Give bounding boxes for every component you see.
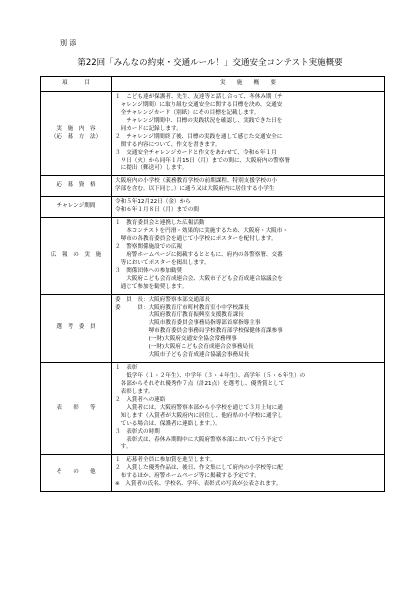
row-content xyxy=(112,176,385,197)
content-line: 府警ホームページに掲載するとともに、府内の各警察署、交番 xyxy=(115,251,283,258)
content-line: 大阪府教育庁教育振興室支援教育課長 xyxy=(115,312,244,319)
content-line: 委 員 長：大阪府警察本部交通部長 xyxy=(115,296,211,303)
content-line: 堺市教育委員会事務局学校教育部学校保健体育課参事 xyxy=(115,328,283,335)
row-label: チャレンジ期間 xyxy=(41,197,112,218)
content-line: 大阪市子ども会育成連合協議会事務局長 xyxy=(115,352,250,359)
content-line: ャレンジ期間）に取り組む交通安全に関する目標を決め、交通安 xyxy=(115,101,283,108)
content-line: ２ チャレンジ期間終了後、目標の実践を通して感じた交通安全に xyxy=(115,133,283,140)
content-line: チャレンジ期間中、目標の実践状況を確認し、実践できた日を xyxy=(115,117,283,124)
row-label: 選 考 委 員 xyxy=(41,294,112,363)
content-line: ２ 入賞した優秀作品は、後日、作文集にして府内の小学校等に配 xyxy=(115,465,283,472)
content-line: 低学年（１・２年生）、中学年（３・４年生）、高学年（５・６年生）の xyxy=(115,373,306,379)
row-label-main: 実 施 内 容 xyxy=(56,125,96,132)
table-row xyxy=(41,455,385,492)
content-line: 委 員：大阪府教育庁市町村教育室小中学校課長 xyxy=(115,304,250,311)
content-line: ９日（火）から同年１月15日（月）までの間に、大阪府内の警察署 xyxy=(115,157,290,164)
row-content xyxy=(112,197,385,218)
row-content xyxy=(112,218,385,294)
content-line: 同カードに記録します。 xyxy=(115,125,182,132)
content-line: 大阪府内の小学校（義務教育学校の前期課程、特別支援学校の小 xyxy=(115,178,278,185)
row-content xyxy=(112,294,385,363)
content-line: す。 xyxy=(115,444,132,451)
content-line: 堺市の各教育委員会を通じて小学校にポスターを配付します。 xyxy=(115,236,277,242)
content-line: 令和５年12月22日（金）から xyxy=(115,199,191,206)
content-line: に提出（郵送可）します。 xyxy=(115,165,188,172)
header-item: 項 目 xyxy=(41,77,112,92)
content-line: ている場合は、保護者に連絡します。）。 xyxy=(115,420,221,427)
table-header-row xyxy=(41,77,385,92)
content-line: １ こども達が保護者、先生、友達等と話し合って、冬休み期（チ xyxy=(115,94,283,100)
row-label xyxy=(41,92,112,176)
content-line: 等においてポスターを掲出します。 xyxy=(115,259,210,266)
overview-table xyxy=(40,76,385,492)
content-line: (一財)大阪府こども会育成連合会事務局長 xyxy=(115,344,254,351)
content-line: 学部を含む。以下同じ。）に通う又は大阪府内に居住する小学生 xyxy=(115,186,275,193)
content-line: 大阪市教育委員会事務局指導部首席指導主事 xyxy=(115,320,261,327)
content-line: 関する内容について、作文を書きます。 xyxy=(115,141,221,148)
content-line: (一財)大阪府交通安全協会常務理事 xyxy=(115,336,237,343)
header-summary: 実 施 概 要 xyxy=(112,77,385,92)
table-row xyxy=(41,176,385,197)
row-label: 応 募 資 格 xyxy=(41,176,112,197)
content-line: 令和６年１月８日（月）までの間 xyxy=(115,207,199,214)
content-line: ３ 表彰式の時期 xyxy=(115,428,160,435)
content-line: 大阪府こども会育成連合会、大阪市子ども会育成連合協議会を xyxy=(115,275,283,282)
table-row xyxy=(41,218,385,294)
table-row xyxy=(41,363,385,455)
content-line: １ 表彰 xyxy=(115,365,138,372)
row-label: 表 彰 等 xyxy=(41,363,112,455)
content-line: ※ 入賞者の氏名、学校名、学年、表彰式の写真が公表されます。 xyxy=(115,481,282,488)
table-row xyxy=(41,92,385,176)
content-line: 入賞者には、大阪府警察本部から小学校を通じて３月上旬に通 xyxy=(115,404,283,411)
content-line: 表彰式は、春休み期間中に大阪府警察本部において行う予定で xyxy=(115,436,283,443)
content-line: ３ 関係団体への参加勧奨 xyxy=(115,267,183,274)
row-content xyxy=(112,363,385,455)
content-line: 通じて参加を勧奨します。 xyxy=(115,283,188,290)
content-line: ２ 警察関係施設での広報 xyxy=(115,243,183,250)
content-line: ３ 交通安全チャレンジカードと作文をあわせて、令和６年１月 xyxy=(115,149,277,156)
content-line: ２ 入賞者への連絡 xyxy=(115,396,166,403)
row-label: そ の 他 xyxy=(41,455,112,492)
content-line: 知します（入賞者が大阪府内に居住し、他府県の小学校に通学し xyxy=(115,412,283,419)
content-line: 本コンテストを円滑・効果的に実施するため、大阪府・大阪市・ xyxy=(115,228,288,235)
row-content xyxy=(112,92,385,176)
content-line: 全チャレンジカード（別紙）にその目標を記載します。 xyxy=(115,109,260,116)
row-content xyxy=(112,455,385,492)
content-line: １ 応募者全員に参加賞を進呈します。 xyxy=(115,457,216,464)
row-label: 広 報 の 実 施 xyxy=(41,218,112,294)
row-label-sub: （応 募 方 法） xyxy=(50,133,102,140)
content-line: １ 教育委員会と連携した広報活動 xyxy=(115,220,205,227)
content-line: 各部からそれぞれ優秀作７点（計21点）を選考し、優秀賞として xyxy=(115,380,285,387)
document-title: 第22回「みんなの約束・交通ルール！」交通安全コンテスト実施概要 xyxy=(77,58,343,68)
content-line: 表彰します。 xyxy=(115,388,154,395)
annex-tag: 別 添 xyxy=(60,39,77,47)
table-row xyxy=(41,197,385,218)
table-row xyxy=(41,294,385,363)
content-line: 布するほか、府警ホームページ等に掲載する予定です。 xyxy=(115,473,260,480)
